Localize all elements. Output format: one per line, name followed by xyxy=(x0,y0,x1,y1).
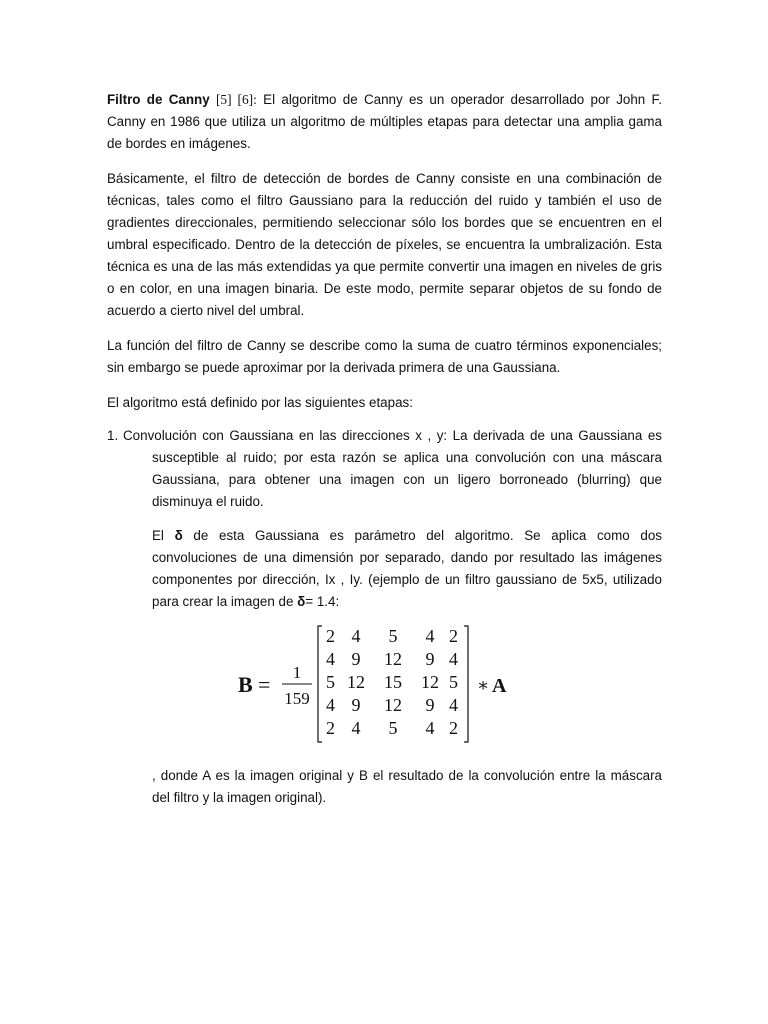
matrix-cell-r3-c5: 5 xyxy=(449,672,458,692)
eq-numerator: 1 xyxy=(292,663,302,682)
list-item-1: Convolución con Gaussiana en las direcciones x , y: La derivada de una Gaussiana es susceptible al ruido; por esta razón se aplica una convolución con una máscara Gaussiana, para obtener una imagen con un ligero borroneado (blurring) que disminuya el ruido. xyxy=(123,428,662,509)
paragraph-conclusion: , donde A es la imagen original y B el resultado de la convolución entre la máscara del filtro y la imagen original). xyxy=(152,768,662,805)
paragraph-intro xyxy=(107,89,662,155)
paragraph-stages-intro: El algoritmo está definido por las siguientes etapas: xyxy=(107,395,413,410)
matrix-cell-r4-c3: 12 xyxy=(384,695,402,715)
matrix-cell-r1-c2: 4 xyxy=(351,626,361,646)
matrix-cell-r2-c5: 4 xyxy=(449,649,458,669)
matrix-cell-r2-c2: 9 xyxy=(351,649,361,669)
matrix-cell-r1-c5: 2 xyxy=(449,626,458,646)
matrix-cell-r3-c4: 12 xyxy=(421,672,439,692)
list-item-number: 1. xyxy=(107,428,119,443)
matrix-cell-r5-c5: 2 xyxy=(449,718,458,738)
matrix-cell-r1-c1: 2 xyxy=(326,626,335,646)
matrix-left-bracket xyxy=(318,626,322,742)
matrix-cell-r5-c4: 4 xyxy=(425,718,435,738)
intro-text: El algoritmo de Canny es un operador desarrollado por John F. Canny en 1986 que utiliza un algoritmo de múltiples etapas para detectar una amplia gama de bordes en imágenes. xyxy=(107,92,662,151)
matrix-cell-r5-c2: 4 xyxy=(351,718,361,738)
matrix-cell-r4-c4: 9 xyxy=(425,695,435,715)
eq-denominator: 159 xyxy=(284,689,310,708)
matrix-cell-r3-c1: 5 xyxy=(326,672,335,692)
gaussian-kernel-equation xyxy=(238,622,518,746)
matrix-cell-r5-c1: 2 xyxy=(326,718,335,738)
paragraph-function: La función del filtro de Canny se describe como la suma de cuatro términos exponenciales; sin embargo se puede aproximar por la derivada primera de una Gaussiana. xyxy=(107,338,662,375)
matrix-cell-r4-c5: 4 xyxy=(449,695,458,715)
eq-equals: = xyxy=(258,672,271,697)
matrix-cell-r2-c4: 9 xyxy=(425,649,435,669)
matrix-cell-r3-c3: 15 xyxy=(384,672,402,692)
equation-svg xyxy=(238,622,518,746)
paragraph-delta xyxy=(152,525,662,613)
matrix-cell-r5-c3: 5 xyxy=(388,718,398,738)
eq-rhs: A xyxy=(492,675,507,697)
matrix-cell-r4-c2: 9 xyxy=(351,695,361,715)
citation-refs: [5] [6]: xyxy=(215,92,257,107)
delta-pre: El xyxy=(152,528,164,543)
delta-symbol-2: δ xyxy=(297,594,306,609)
matrix-cell-r2-c1: 4 xyxy=(326,649,335,669)
paragraph-basics: Básicamente, el filtro de detección de bordes de Canny consiste en una combinación de técnicas, tales como el filtro Gaussiano para la reducción del ruido y también el uso de gradientes direccionales, permitiendo seleccionar sólo los bordes que se encuentren en el umbral especificado. Dentro de la detección de píxeles, se encuentra la umbralización. Esta técnica es una de las más extendidas ya que permite convertir una imagen en niveles de gris o en color, en una imagen binaria. De este modo, permite separar objetos de su fondo de acuerdo a cierto nivel del umbral. xyxy=(107,171,662,318)
matrix-cell-r3-c2: 12 xyxy=(347,672,365,692)
matrix-cells xyxy=(326,626,458,738)
matrix-cell-r4-c1: 4 xyxy=(326,695,335,715)
eq-lhs: B xyxy=(238,672,253,697)
section-title: Filtro de Canny xyxy=(107,92,210,107)
matrix-cell-r1-c3: 5 xyxy=(388,626,398,646)
delta-mid: de esta Gaussiana es parámetro del algoritmo. Se aplica como dos convoluciones de una dimensión por separado, dando por resultado las imágenes componentes por dirección, Ix , Iy. (ejemplo de un filtro gaussiano de 5x5, utilizado para crear la imagen de xyxy=(152,528,662,609)
eq-convolution-op: ∗ xyxy=(477,675,490,695)
delta-symbol: δ xyxy=(174,528,183,543)
matrix-cell-r1-c4: 4 xyxy=(425,626,435,646)
matrix-cell-r2-c3: 12 xyxy=(384,649,402,669)
matrix-right-bracket xyxy=(464,626,468,742)
delta-post: = 1.4: xyxy=(305,594,340,609)
